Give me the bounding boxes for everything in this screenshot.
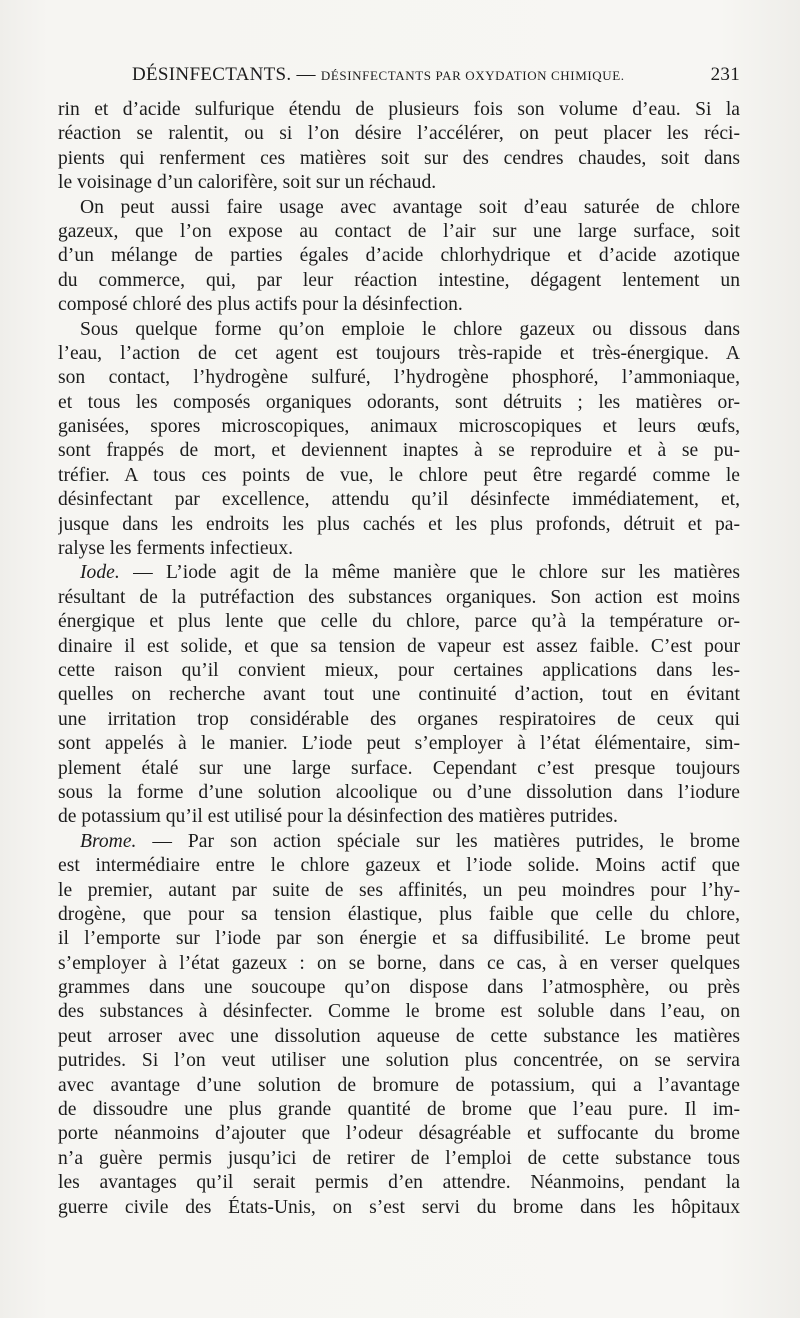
text-line: sont frappés de mort, et deviennent inaptes à se reproduire et à se pu- <box>58 440 740 462</box>
text-line: d’un mélange de parties égales d’acide chlorhydrique et d’acide azotique <box>58 245 740 267</box>
running-title-main: DÉSINFECTANTS. <box>132 64 292 85</box>
text-line: dinaire il est solide, et que sa tension de vapeur est assez faible. C’est pour <box>58 635 740 657</box>
text-line: sous la forme d’une solution alcoolique ou d’une dissolution dans l’iodure <box>58 781 740 803</box>
text-line: et tous les composés organiques odorants, sont détruits ; les matières or- <box>58 391 740 413</box>
text-line <box>58 830 740 854</box>
text-line-rest: — Par son action spéciale sur les matières putrides, le brome <box>136 830 740 852</box>
text-line: le premier, autant par suite de ses affinités, un peu moindres pour l’hy- <box>58 879 740 901</box>
text-line: rin et d’acide sulfurique étendu de plusieurs fois son volume d’eau. Si la <box>58 99 740 120</box>
text-line: des substances à désinfecter. Comme le brome est soluble dans l’eau, on <box>58 1001 740 1023</box>
text-line: désinfectant par excellence, attendu qu’il désinfecte immédiatement, et, <box>58 489 740 511</box>
text-line: tréfier. A tous ces points de vue, le chlore peut être regardé comme le <box>58 464 740 486</box>
text-line: du commerce, qui, par leur réaction intestine, dégagent lentement un <box>58 269 740 291</box>
text-line: grammes dans une soucoupe qu’on dispose dans l’atmosphère, ou près <box>58 977 740 999</box>
running-title <box>132 64 625 86</box>
text-line: une irritation trop considérable des organes respiratoires de ceux qui <box>58 708 740 730</box>
text-line <box>58 561 740 585</box>
text-line: Sous quelque forme qu’on emploie le chlore gazeux ou dissous dans <box>80 318 740 340</box>
text-line: est intermédiaire entre le chlore gazeux et l’iode solide. Moins actif que <box>58 855 740 877</box>
text-line: réaction se ralentit, ou si l’on désire l’accélérer, on peut placer les réci- <box>58 123 740 145</box>
running-header <box>58 64 740 90</box>
text-line: avec avantage d’une solution de bromure de potassium, qui a l’avantage <box>58 1074 740 1096</box>
text-line: gazeux, que l’on expose au contact de l’air sur une large surface, soit <box>58 220 740 242</box>
paragraph-brome <box>58 830 740 1220</box>
paragraph <box>58 318 740 562</box>
run-in-heading: Brome. <box>80 830 137 852</box>
text-line: résultant de la putréfaction des substances organiques. Son action est moins <box>58 586 740 608</box>
run-in-heading: Iode. <box>80 562 120 584</box>
paragraph <box>58 196 740 318</box>
text-line: plement étalé sur une large surface. Cependant c’est presque toujours <box>58 757 740 779</box>
text-line: de potassium qu’il est utilisé pour la désinfection des matières putrides. <box>58 806 618 828</box>
text-line: de dissoudre une plus grande quantité de brome que l’eau pure. Il im- <box>58 1099 740 1121</box>
text-line: putrides. Si l’on veut utiliser une solution plus concentrée, on se servira <box>58 1050 740 1072</box>
body-text <box>58 98 740 1220</box>
text-line: n’a guère permis jusqu’ici de retirer de l’emploi de cette substance tous <box>58 1147 740 1169</box>
text-line: le voisinage d’un calorifère, soit sur un réchaud. <box>58 172 437 194</box>
text-line: ganisées, spores microscopiques, animaux microscopiques et leurs œufs, <box>58 416 740 438</box>
text-line: son contact, l’hydrogène sulfuré, l’hydrogène phosphoré, l’ammoniaque, <box>58 367 740 389</box>
page-number: 231 <box>710 64 740 85</box>
text-line-rest: — L’iode agit de la même manière que le chlore sur les matières <box>119 562 740 584</box>
text-line: porte néanmoins d’ajouter que l’odeur désagréable et suffocante du brome <box>58 1123 740 1145</box>
text-line: jusque dans les endroits les plus cachés et les plus profonds, détruit et pa- <box>58 513 740 535</box>
running-title-dash: — <box>291 64 321 85</box>
text-line: cette raison qu’il convient mieux, pour certaines applications dans les- <box>58 659 740 681</box>
paragraph <box>58 98 740 196</box>
text-line: il l’emporte sur l’iode par son énergie et sa diffusibilité. Le brome peut <box>58 928 740 950</box>
text-line: les avantages qu’il serait permis d’en attendre. Néanmoins, pendant la <box>58 1172 740 1194</box>
text-line: l’eau, l’action de cet agent est toujours très-rapide et très-énergique. A <box>58 342 740 364</box>
text-line: guerre civile des États-Unis, on s’est servi du brome dans les hôpitaux <box>58 1196 740 1218</box>
text-line: pients qui renferment ces matières soit sur des cendres chaudes, soit dans <box>58 147 740 169</box>
text-line: quelles on recherche avant tout une continuité d’action, tout en évitant <box>58 684 740 706</box>
text-line: sont appelés à le manier. L’iode peut s’employer à l’état élémentaire, sim- <box>58 733 740 755</box>
running-title-sub: DÉSINFECTANTS PAR OXYDATION CHIMIQUE. <box>320 68 625 83</box>
text-line: peut arroser avec une dissolution aqueuse de cette substance les matières <box>58 1025 740 1047</box>
text-line: On peut aussi faire usage avec avantage soit d’eau saturée de chlore <box>80 196 740 218</box>
text-line: drogène, que pour sa tension élastique, plus faible que celle du chlore, <box>58 903 740 925</box>
text-line: énergique et plus lente que celle du chlore, parce qu’à la température or- <box>58 611 740 633</box>
text-line: composé chloré des plus actifs pour la désinfection. <box>58 294 463 316</box>
text-line: s’employer à l’état gazeux : on se borne, dans ce cas, à en verser quelques <box>58 952 740 974</box>
text-line: ralyse les ferments infectieux. <box>58 538 294 560</box>
paragraph-iode <box>58 561 740 829</box>
